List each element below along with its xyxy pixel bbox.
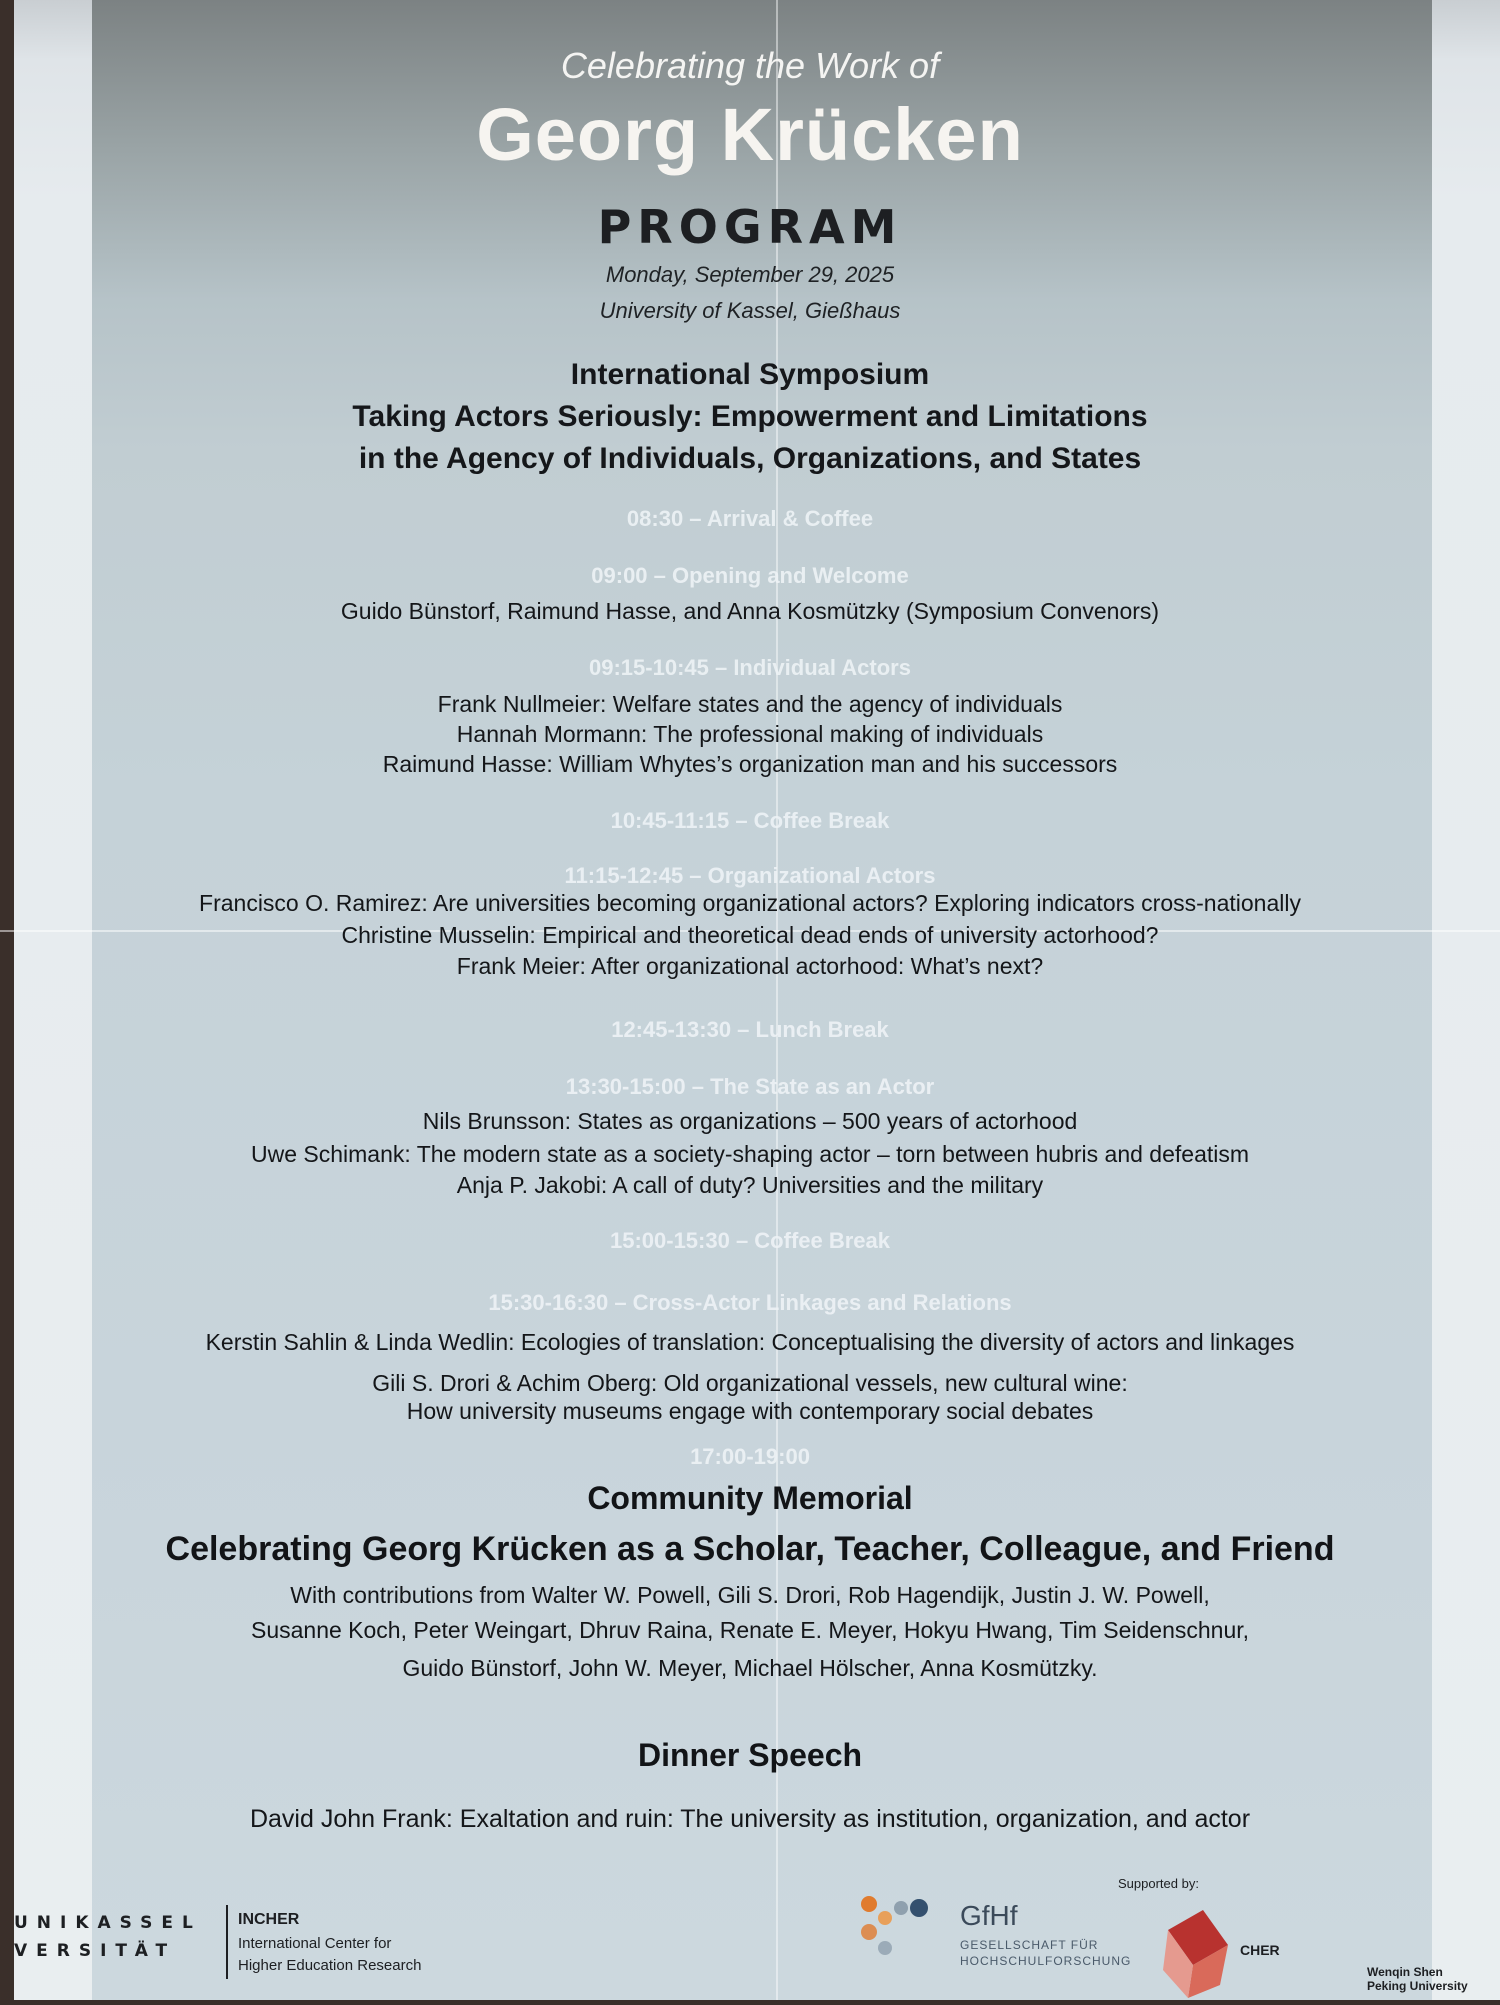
sponsor-name-1: Wenqin Shen [1367,1965,1443,1979]
gfhf-full-2: HOCHSCHULFORSCHUNG [960,1954,1132,1968]
unikassel-wordmark-2: VERSITÄT [14,1941,177,1961]
slot-arrival: 08:30 – Arrival & Coffee [626,506,874,531]
unikassel-incher-logo [14,1905,474,1985]
logo-divider [226,1905,228,1979]
honoree-name: Georg Krücken [476,93,1024,176]
slot-cross-actor: 15:30-16:30 – Cross-Actor Linkages and Relations [488,1290,1012,1315]
slot-coffee-1: 10:45-11:15 – Coffee Break [610,808,890,833]
memorial-subtitle: Celebrating Georg Krücken as a Scholar, Teacher, Colleague, and Friend [165,1530,1335,1568]
gfhf-mark-icon [855,1886,955,1976]
talk-jakobi: Anja P. Jakobi: A call of duty? Universities and the military [456,1172,1044,1198]
cher-mark-icon [1158,1900,1238,2000]
talk-brunsson: Nils Brunsson: States as organizations – 500 years of actorhood [422,1108,1078,1134]
talk-drori-oberg-cont: How university museums engage with contemporary social debates [406,1398,1094,1424]
gfhf-logo [855,1886,1165,1986]
memorial-time: 17:00-19:00 [690,1444,810,1469]
slot-opening: 09:00 – Opening and Welcome [591,563,909,588]
talk-drori-oberg: Gili S. Drori & Achim Oberg: Old organizational vessels, new cultural wine: [372,1370,1128,1396]
talk-sahlin-wedlin: Kerstin Sahlin & Linda Wedlin: Ecologies of translation: Conceptualising the diversity of actors and linkages [205,1329,1295,1355]
talk-nullmeier: Frank Nullmeier: Welfare states and the agency of individuals [437,691,1063,717]
gfhf-full-1: GESELLSCHAFT FÜR [960,1938,1099,1952]
symposium-subtitle-1: Taking Actors Seriously: Empowerment and Limitations [352,400,1148,433]
unikassel-wordmark-1: UNIKASSEL [14,1913,202,1933]
slot-coffee-2: 15:00-15:30 – Coffee Break [609,1228,891,1253]
talk-ramirez: Francisco O. Ramirez: Are universities becoming organizational actors? Exploring indicators cross-nationally [199,890,1301,916]
slot-organizational-actors: 11:15-12:45 – Organizational Actors [564,863,936,888]
kicker-text: Celebrating the Work of [560,45,940,86]
symposium-title: International Symposium [570,358,930,391]
symposium-subtitle-2: in the Agency of Individuals, Organizations, and States [358,442,1142,475]
event-date: Monday, September 29, 2025 [605,262,895,287]
talk-meier: Frank Meier: After organizational actorhood: What’s next? [456,953,1044,979]
talk-mormann: Hannah Mormann: The professional making of individuals [456,721,1044,747]
memorial-contributions-3: Guido Bünstorf, John W. Meyer, Michael Hölscher, Anna Kosmützky. [402,1655,1098,1681]
talk-musselin: Christine Musselin: Empirical and theoretical dead ends of university actorhood? [341,922,1159,948]
talk-schimank: Uwe Schimank: The modern state as a society-shaping actor – torn between hubris and defeatism [250,1141,1250,1167]
program-heading: PROGRAM [597,200,903,254]
gfhf-name: GfHf [960,1900,1018,1931]
memorial-contributions-2: Susanne Koch, Peter Weingart, Dhruv Raina, Renate E. Meyer, Hokyu Hwang, Tim Seidenschnur, [250,1617,1250,1643]
slot-state-actor: 13:30-15:00 – The State as an Actor [565,1074,935,1099]
incher-full-1: International Center for [238,1935,392,1952]
memorial-contributions-1: With contributions from Walter W. Powell, Gili S. Drori, Rob Hagendijk, Justin J. W. Powell, [290,1582,1210,1608]
memorial-title: Community Memorial [587,1480,913,1516]
sponsor-names [1367,1965,1468,1993]
slot-individual-actors: 09:15-10:45 – Individual Actors [589,655,911,680]
talk-hasse: Raimund Hasse: William Whytes’s organization man and his successors [382,751,1118,777]
slot-lunch: 12:45-13:30 – Lunch Break [611,1017,889,1042]
dinner-talk: David John Frank: Exaltation and ruin: The university as institution, organization, and actor [249,1805,1251,1833]
incher-name: INCHER [238,1911,300,1928]
cher-name: CHER [1240,1942,1280,1958]
incher-full-2: Higher Education Research [238,1957,422,1974]
talk-opening-convenors: Guido Bünstorf, Raimund Hasse, and Anna Kosmützky (Symposium Convenors) [340,598,1160,624]
event-venue: University of Kassel, Gießhaus [599,298,901,323]
supported-by-label: Supported by: [1118,1876,1199,1891]
dinner-title: Dinner Speech [637,1737,863,1773]
sponsor-name-2: Peking University [1367,1979,1468,1993]
cher-logo [1158,1900,1328,2000]
